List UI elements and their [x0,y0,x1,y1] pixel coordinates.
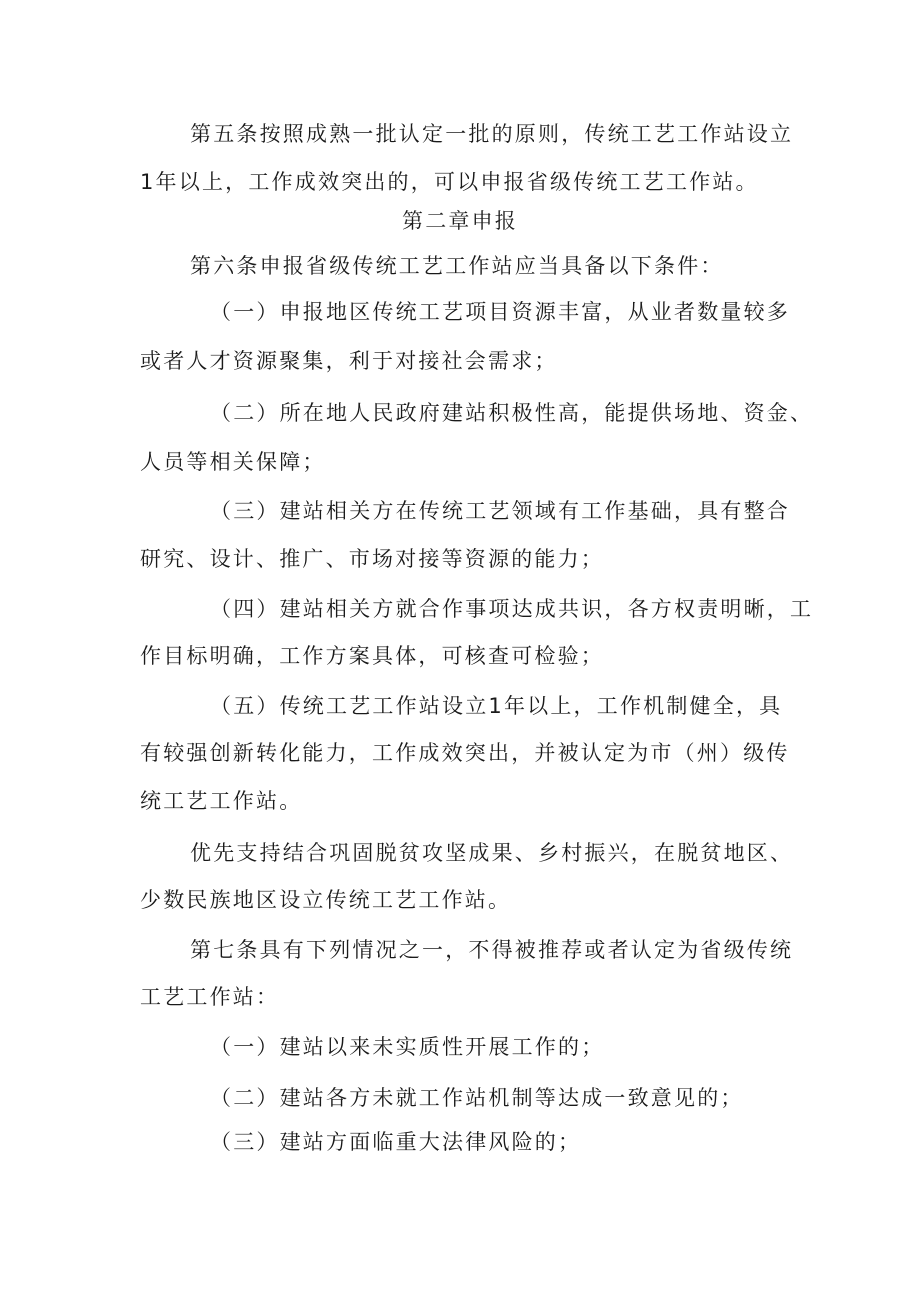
article-6-item-2-line-1: （二）所在地人民政府建站积极性高，能提供场地、资金、 [210,401,814,425]
article-6-item-1-line-1: （一）申报地区传统工艺项目资源丰富，从业者数量较多 [210,300,790,324]
article-7-item-2: （二）建站各方未就工作站机制等达成一致意见的； [210,1086,744,1110]
article-6-item-2-line-2: 人员等相关保障； [140,450,326,474]
article-6-item-4-line-2: 作目标明确，工作方案具体，可核查可检验； [140,644,604,668]
chapter-heading: 第二章申报 [402,209,518,233]
article-6-item-5-line-1: （五）传统工艺工作站设立1年以上，工作机制健全，具 [210,694,783,718]
article-6-item-5-line-2: 有较强创新转化能力，工作成效突出，并被认定为市（州）级传 [140,741,790,765]
priority-support-line-1: 优先支持结合巩固脱贫攻坚成果、乡村振兴，在脱贫地区、 [190,841,794,865]
article-5-line-2: 1年以上，工作成效突出的，可以申报省级传统工艺工作站。 [140,170,759,194]
article-5-line-1: 第五条按照成熟一批认定一批的原则，传统工艺工作站设立 [190,122,794,146]
article-6-line-1: 第六条申报省级传统工艺工作站应当具备以下条件： [190,254,724,278]
article-7-item-1: （一）建站以来未实质性开展工作的； [210,1035,605,1059]
priority-support-line-2: 少数民族地区设立传统工艺工作站。 [140,888,512,912]
article-6-item-5-line-3: 统工艺工作站。 [140,789,303,813]
article-6-item-3-line-1: （三）建站相关方在传统工艺领域有工作基础，具有整合 [210,499,790,523]
article-7-line-1: 第七条具有下列情况之一，不得被推荐或者认定为省级传统 [190,938,794,962]
article-7-item-3: （三）建站方面临重大法律风险的； [210,1130,582,1154]
article-6-item-1-line-2: 或者人才资源聚集，利于对接社会需求； [140,349,558,373]
article-6-item-3-line-2: 研究、设计、推广、市场对接等资源的能力； [140,547,604,571]
article-6-item-4-line-1: （四）建站相关方就合作事项达成共识，各方权责明晰，工 [210,597,814,621]
article-7-line-2: 工艺工作站： [140,985,280,1009]
